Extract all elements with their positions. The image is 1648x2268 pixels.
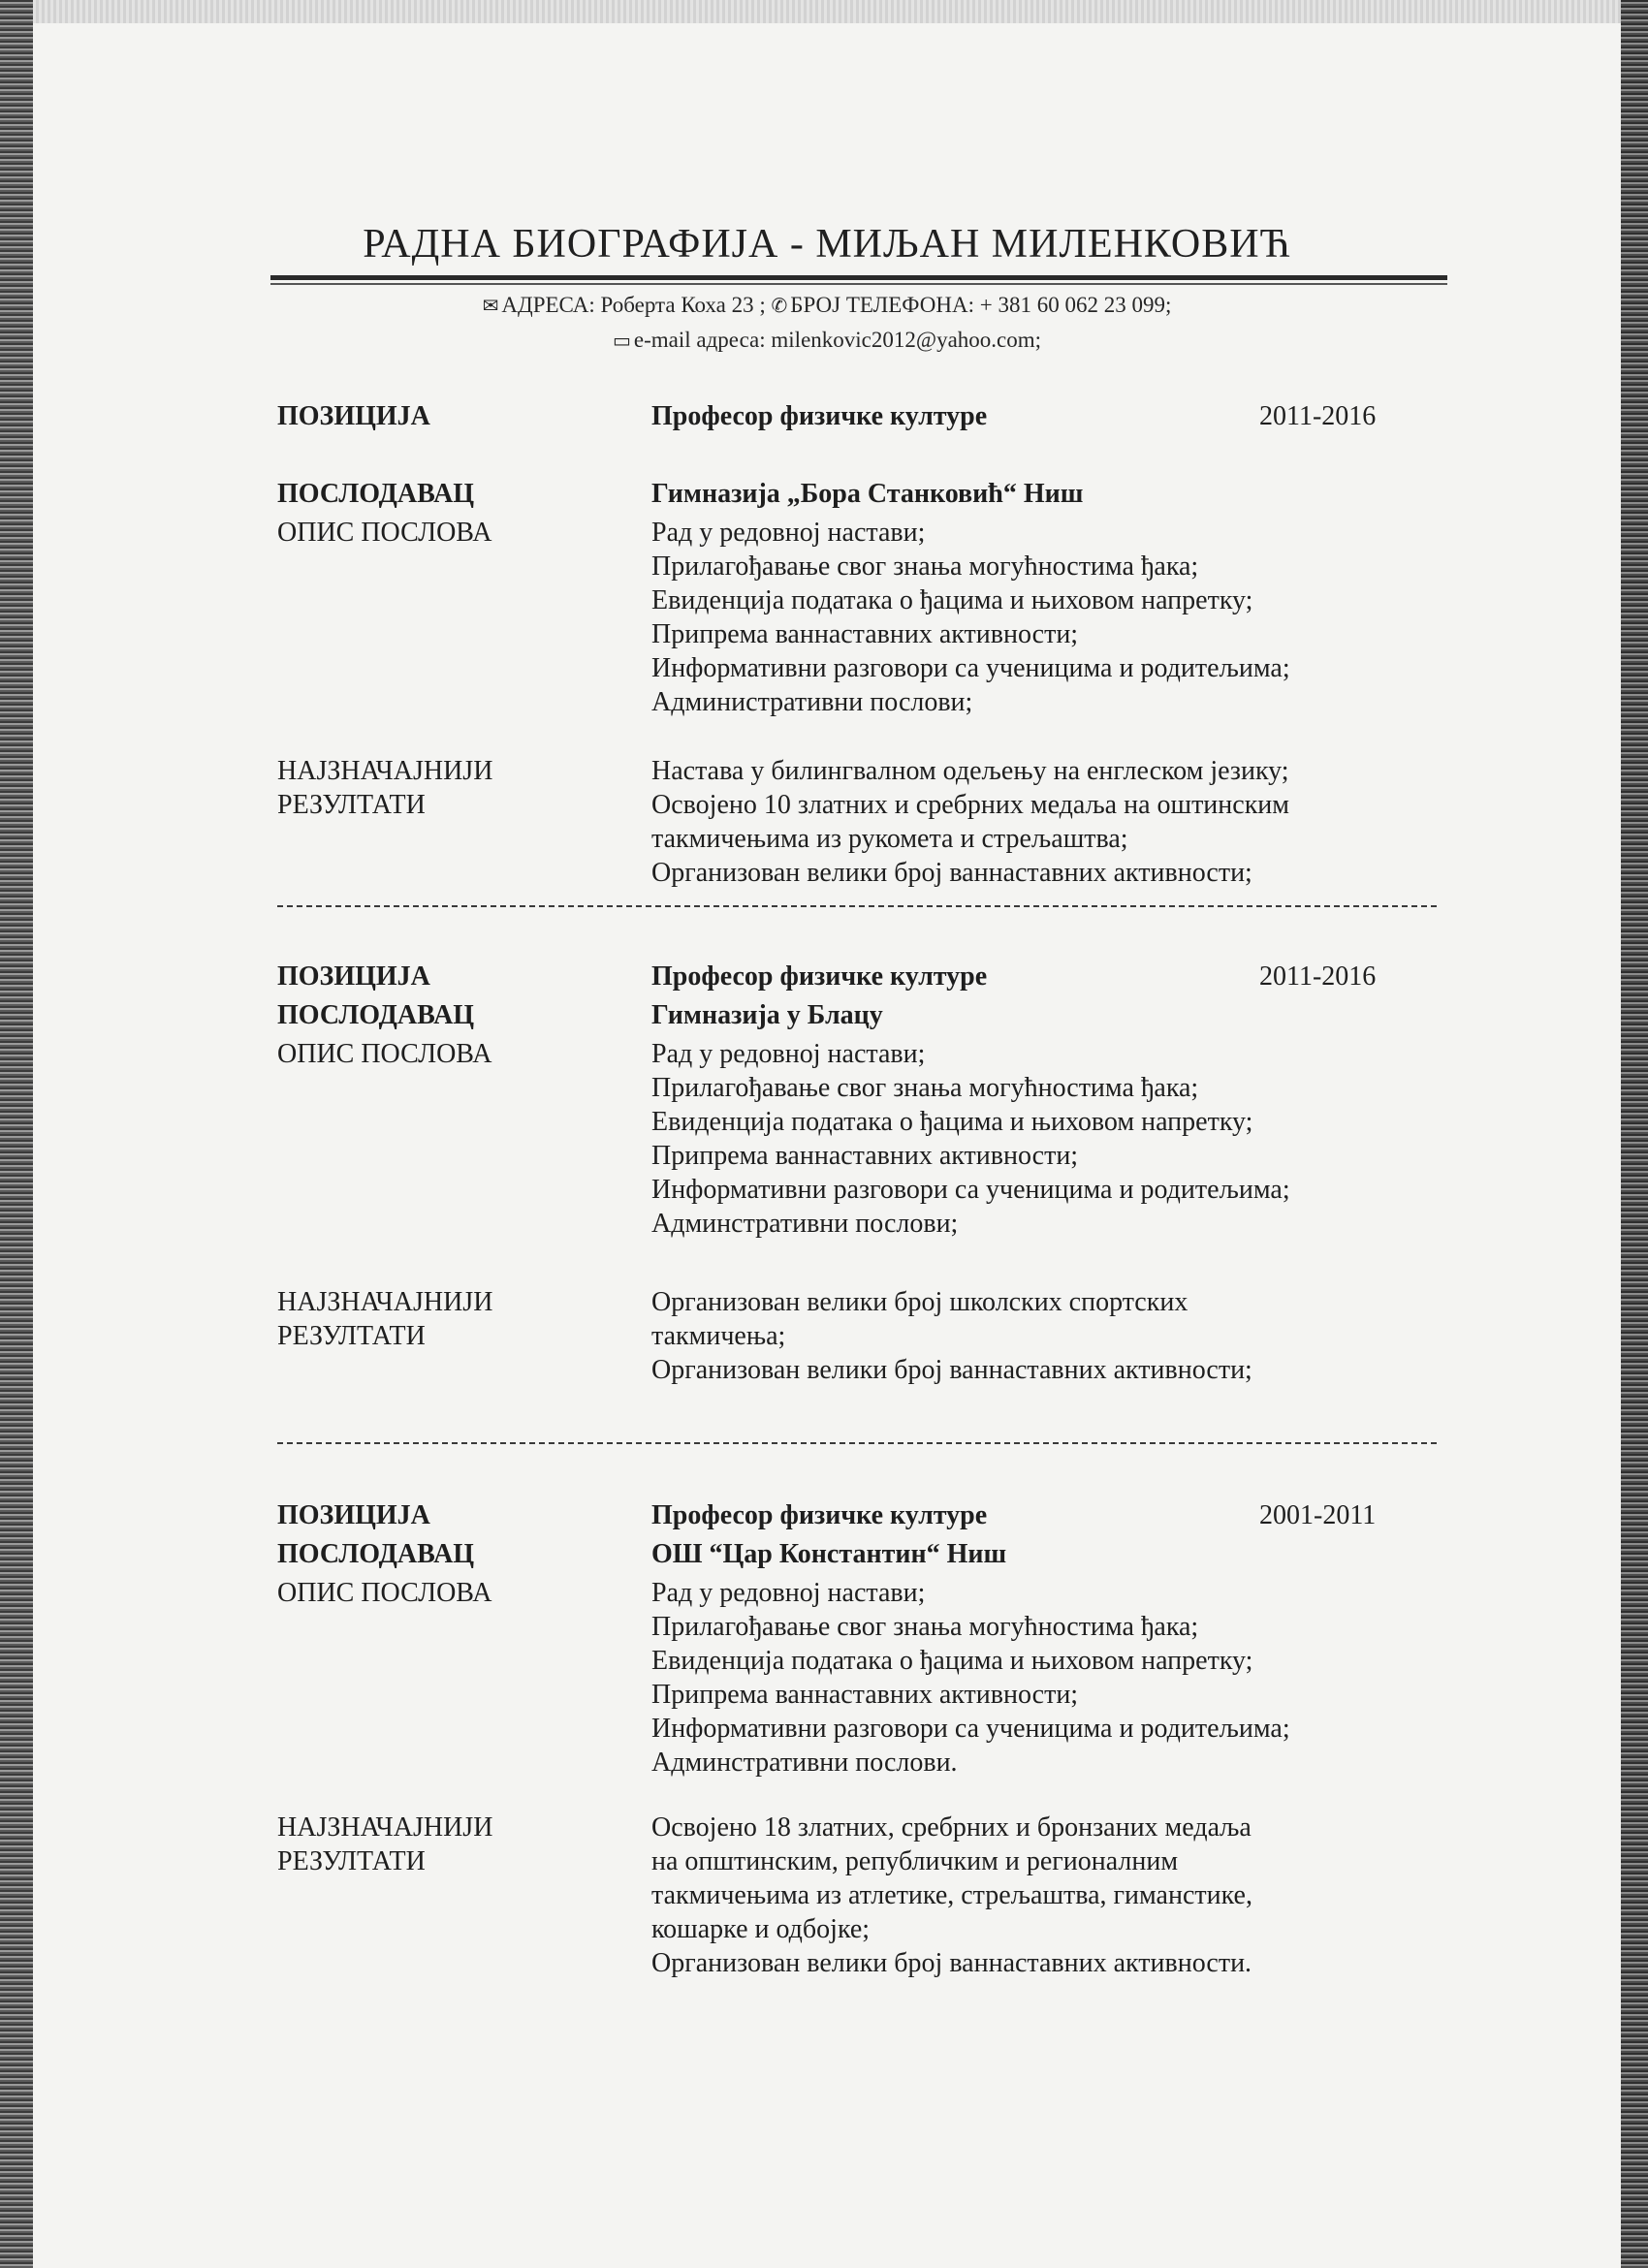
- results-label-line1: НАЈЗНАЧАЈНИЈИ: [277, 756, 493, 786]
- list-item: Припрема ваннаставних активности;: [651, 619, 1079, 649]
- job3-results-label: [277, 1811, 492, 1878]
- phone-label: БРОЈ ТЕЛЕФОНА:: [790, 293, 974, 317]
- page-title: РАДНА БИОГРАФИЈА - МИЉАН МИЛЕНКОВИЋ: [363, 222, 1291, 267]
- list-item: Евиденција података о ђацима и њиховом напретку;: [651, 1107, 1253, 1137]
- mailbox-icon: ✉: [482, 294, 499, 317]
- list-item: такмичењима из атлетике, стрељаштва, гиманстике,: [651, 1880, 1252, 1910]
- job3-position-label: ПОЗИЦИЈА: [277, 1500, 430, 1530]
- scan-edge-left: [0, 0, 33, 2268]
- scan-edge-right: [1621, 0, 1648, 2268]
- list-item: Рад у редовној настави;: [651, 518, 926, 548]
- list-item: Освојено 10 златних и сребрних медаља на оштинским: [651, 790, 1290, 820]
- address-value: Роберта Коха 23 ;: [600, 293, 766, 317]
- job2-results-label: [277, 1285, 492, 1353]
- job2-description: [651, 1037, 1290, 1241]
- job2-position: Професор физичке културе: [651, 961, 988, 992]
- phone-value: + 381 60 062 23 099;: [979, 293, 1172, 317]
- job3-position: Професор физичке културе: [651, 1500, 988, 1530]
- job1-description: [651, 516, 1290, 719]
- title-rule: [270, 275, 1447, 280]
- address-label: АДРЕСА:: [501, 293, 595, 317]
- section-separator: [277, 905, 1437, 907]
- computer-icon: ▭: [612, 329, 631, 352]
- list-item: кошарке и одбојке;: [651, 1914, 871, 1944]
- list-item: Настава у билингвалном одељењу на енглеском језику;: [651, 756, 1289, 786]
- list-item: Информативни разговори са ученицима и родитељима;: [651, 1714, 1290, 1744]
- list-item: такмичењима из рукомета и стрељаштва;: [651, 824, 1128, 854]
- job1-results: [651, 754, 1289, 890]
- job2-employer-label: ПОСЛОДАВАЦ: [277, 1000, 475, 1030]
- list-item: Рад у редовној настави;: [651, 1039, 926, 1069]
- job3-results: [651, 1811, 1252, 1980]
- job2-employer: Гимназија у Блацу: [651, 1000, 883, 1030]
- job3-description: [651, 1576, 1290, 1780]
- list-item: Административни послови;: [651, 687, 973, 717]
- job1-position-label: ПОЗИЦИЈА: [277, 401, 430, 431]
- list-item: Информативни разговори са ученицима и родитељима;: [651, 653, 1290, 683]
- list-item: Припрема ваннаставних активности;: [651, 1141, 1079, 1171]
- list-item: Евиденција података о ђацима и њиховом напретку;: [651, 585, 1253, 615]
- email-label: e-mail адреса:: [633, 328, 766, 352]
- job1-employer-label: ПОСЛОДАВАЦ: [277, 479, 475, 509]
- results-label-line1: НАЈЗНАЧАЈНИЈИ: [277, 1812, 493, 1843]
- job3-description-label: ОПИС ПОСЛОВА: [277, 1578, 492, 1608]
- contact-line-1: [33, 293, 1621, 318]
- list-item: Информативни разговори са ученицима и родитељима;: [651, 1175, 1290, 1205]
- list-item: Организован велики број ваннаставних активности.: [651, 1948, 1252, 1978]
- results-label-line2: РЕЗУЛТАТИ: [277, 1846, 426, 1876]
- job1-results-label: [277, 754, 492, 822]
- cv-page: [33, 0, 1621, 2268]
- list-item: такмичења;: [651, 1321, 786, 1351]
- job2-results: [651, 1285, 1252, 1387]
- job3-years: 2001-2011: [1259, 1500, 1377, 1530]
- list-item: Админстративни послови.: [651, 1748, 958, 1778]
- contact-line-2: [33, 328, 1621, 353]
- job2-position-label: ПОЗИЦИЈА: [277, 961, 430, 992]
- list-item: Рад у редовној настави;: [651, 1578, 926, 1608]
- list-item: Прилагођавање свог знања могућностима ђака;: [651, 551, 1199, 582]
- job1-years: 2011-2016: [1259, 401, 1377, 431]
- job2-years: 2011-2016: [1259, 961, 1377, 992]
- list-item: Освојено 18 златних, сребрних и бронзаних медаља: [651, 1812, 1252, 1843]
- job1-employer: Гимназија „Бора Станковић“ Ниш: [651, 479, 1084, 509]
- job1-description-label: ОПИС ПОСЛОВА: [277, 518, 492, 548]
- section-separator: [277, 1442, 1437, 1444]
- list-item: Прилагођавање свог знања могућностима ђака;: [651, 1073, 1199, 1103]
- title-rule-thin: [270, 283, 1447, 285]
- list-item: Организован велики број ваннаставних активности;: [651, 858, 1252, 888]
- list-item: Организован велики број школских спортских: [651, 1287, 1188, 1317]
- results-label-line1: НАЈЗНАЧАЈНИЈИ: [277, 1287, 493, 1317]
- list-item: Организован велики број ваннаставних активности;: [651, 1355, 1252, 1385]
- list-item: Прилагођавање свог знања могућностима ђака;: [651, 1612, 1199, 1642]
- list-item: Евиденција података о ђацима и њиховом напретку;: [651, 1646, 1253, 1676]
- job2-description-label: ОПИС ПОСЛОВА: [277, 1039, 492, 1069]
- results-label-line2: РЕЗУЛТАТИ: [277, 1321, 426, 1351]
- job3-employer: ОШ “Цар Константин“ Ниш: [651, 1539, 1007, 1569]
- job1-position: Професор физичке културе: [651, 401, 988, 431]
- phone-icon: ✆: [771, 294, 788, 317]
- list-item: Припрема ваннаставних активности;: [651, 1680, 1079, 1710]
- list-item: Админстративни послови;: [651, 1209, 959, 1239]
- results-label-line2: РЕЗУЛТАТИ: [277, 790, 426, 820]
- job3-employer-label: ПОСЛОДАВАЦ: [277, 1539, 475, 1569]
- list-item: на општинским, републичким и регионалним: [651, 1846, 1179, 1876]
- email-value[interactable]: milenkovic2012@yahoo.com;: [771, 328, 1042, 352]
